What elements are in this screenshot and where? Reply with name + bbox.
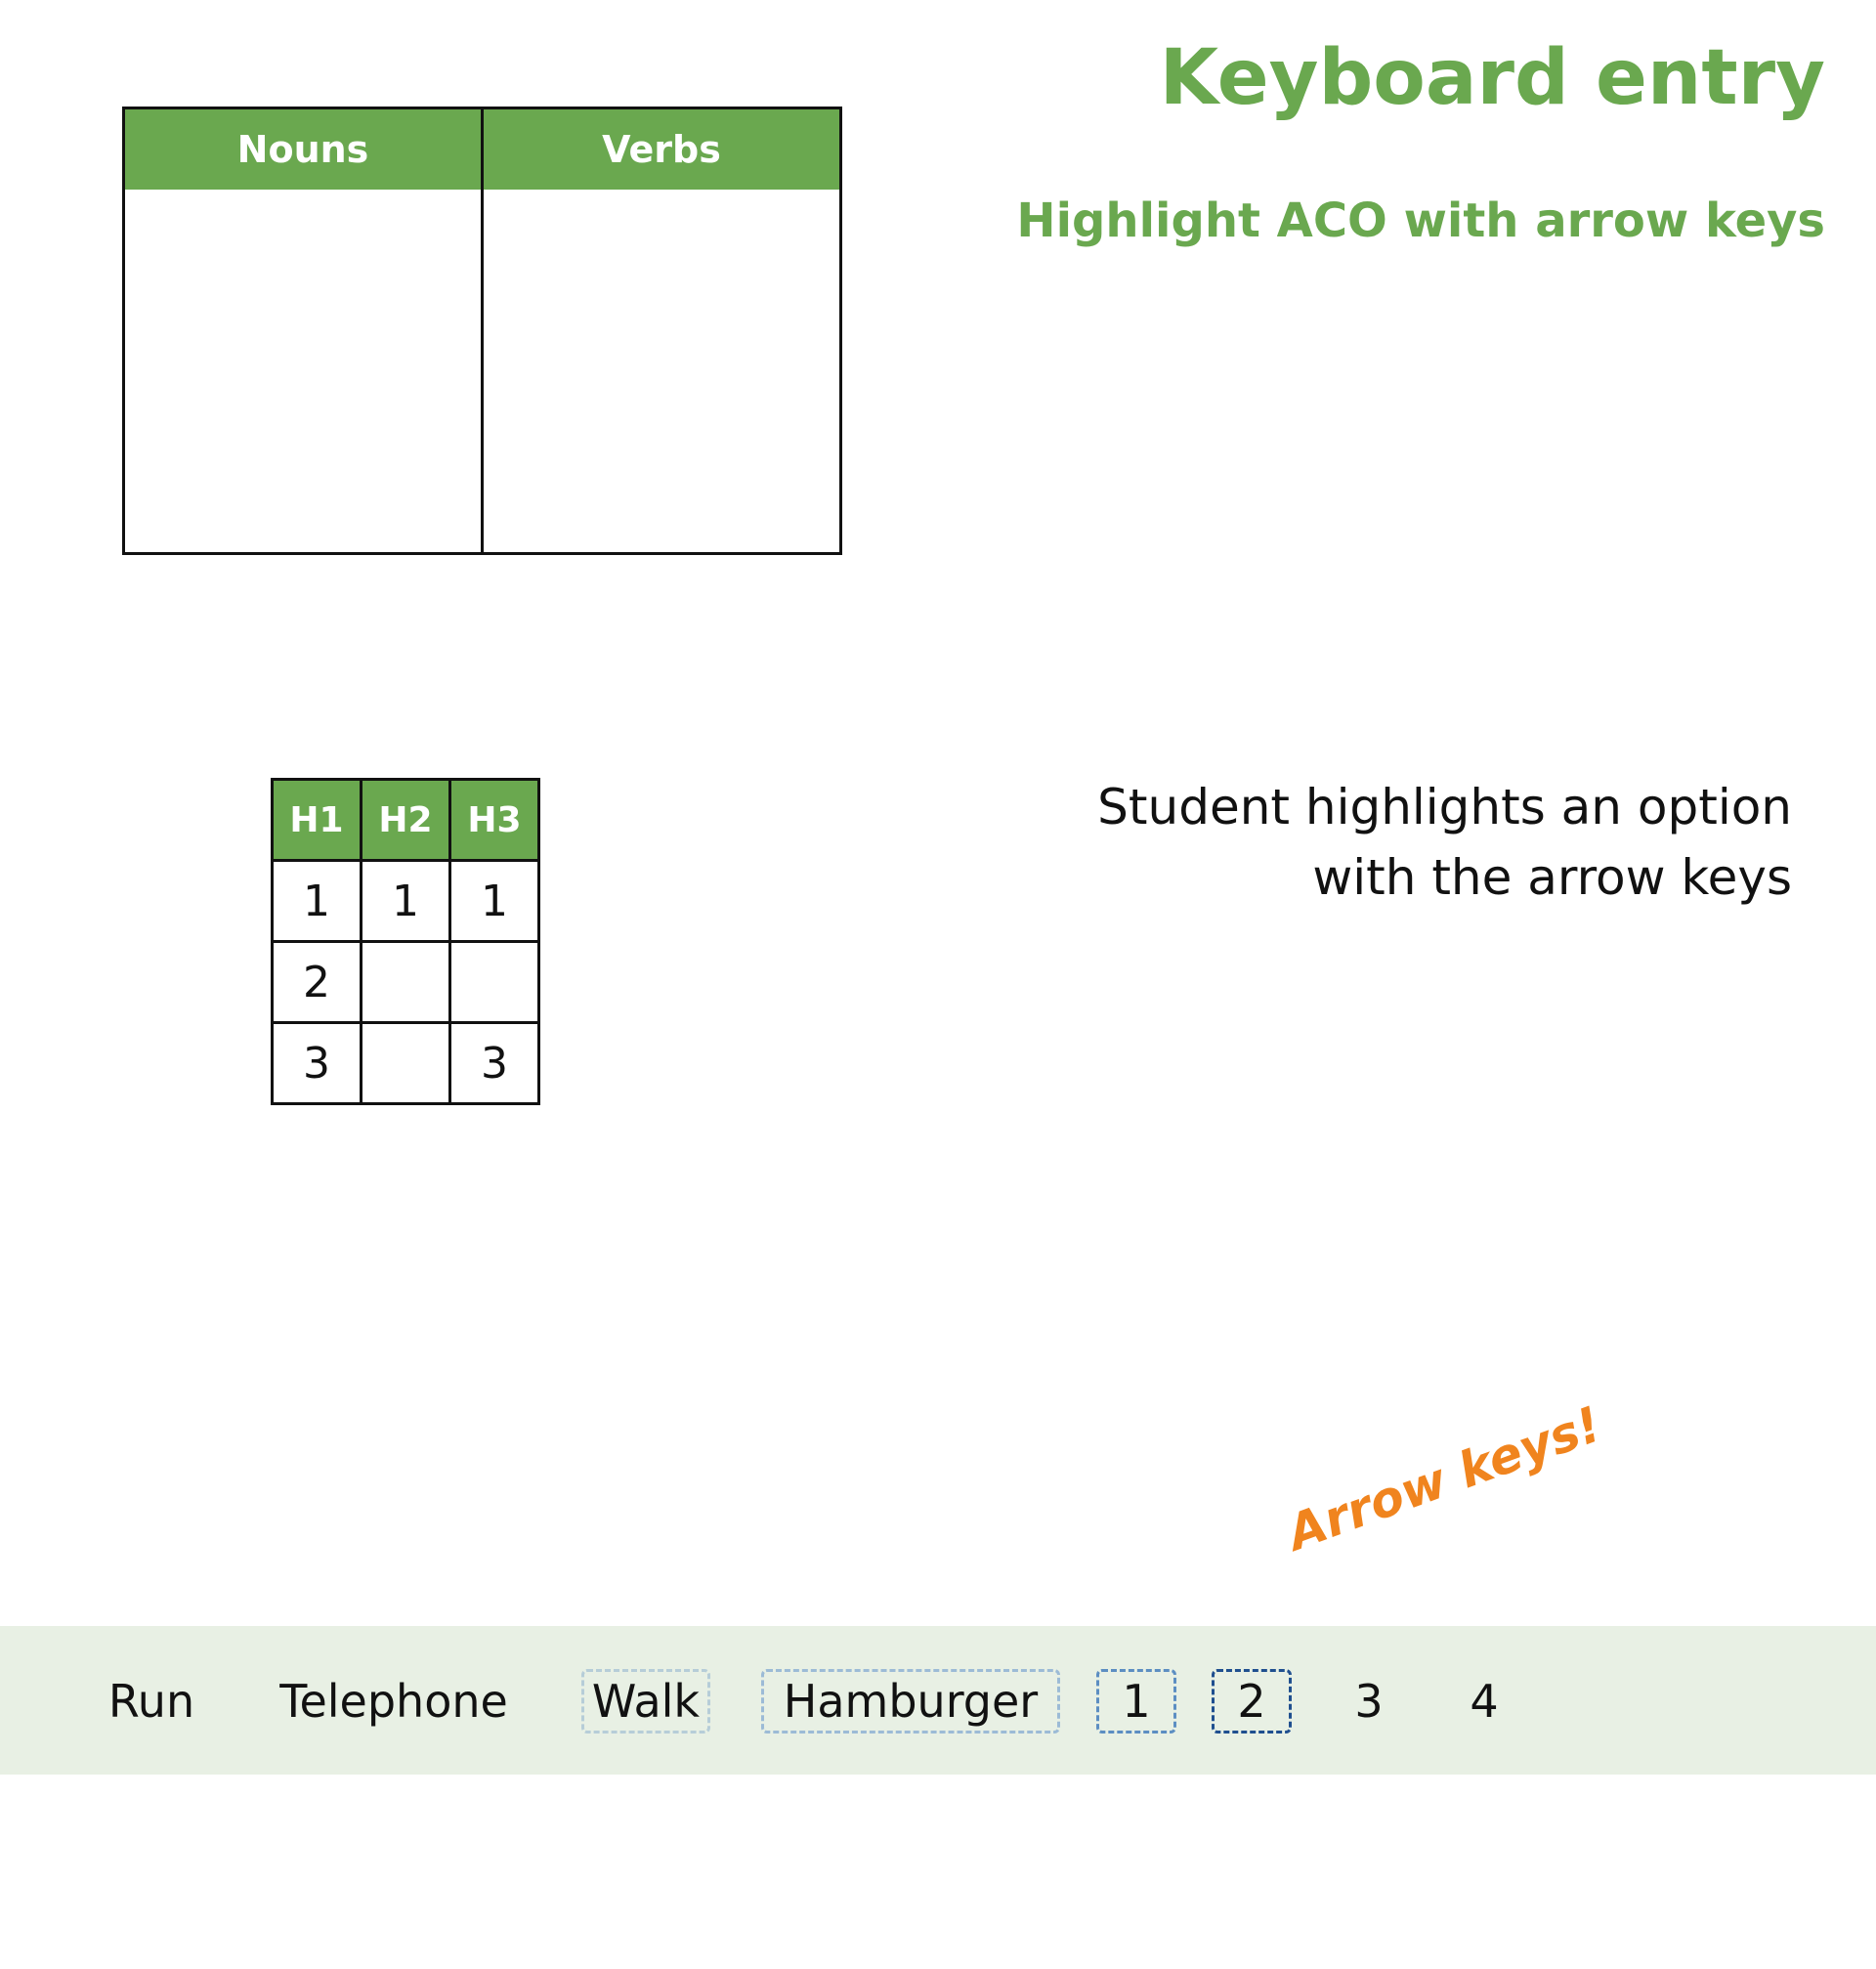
h-grid-cell[interactable]: 2 bbox=[273, 942, 362, 1023]
h-grid-cell[interactable]: 3 bbox=[450, 1023, 539, 1104]
option-1[interactable]: 1 bbox=[1096, 1669, 1176, 1734]
table-row bbox=[273, 861, 539, 942]
noun-verb-sort-table bbox=[122, 107, 842, 555]
option-2[interactable]: 2 bbox=[1212, 1669, 1292, 1734]
table-row bbox=[273, 1023, 539, 1104]
h-grid-cell[interactable]: 1 bbox=[273, 861, 362, 942]
option-hamburger[interactable]: Hamburger bbox=[761, 1669, 1060, 1734]
instruction-text bbox=[1097, 772, 1792, 913]
h-grid-cell[interactable] bbox=[450, 942, 539, 1023]
verbs-drop-zone[interactable] bbox=[484, 190, 839, 552]
h-grid-cell[interactable]: 3 bbox=[273, 1023, 362, 1104]
option-3[interactable]: 3 bbox=[1354, 1675, 1384, 1728]
h-grid-header-h1: H1 bbox=[273, 780, 362, 861]
h-grid-table bbox=[271, 778, 540, 1105]
h-grid-cell[interactable]: 1 bbox=[450, 861, 539, 942]
nouns-column-header: Nouns bbox=[125, 109, 481, 190]
page-title: Keyboard entry bbox=[1159, 34, 1825, 122]
h-grid-cell[interactable] bbox=[362, 942, 450, 1023]
h-grid-cell[interactable] bbox=[362, 1023, 450, 1104]
option-run[interactable]: Run bbox=[107, 1675, 195, 1728]
h-grid-header-h2: H2 bbox=[362, 780, 450, 861]
h-grid-header-h3: H3 bbox=[450, 780, 539, 861]
instruction-line-2: with the arrow keys bbox=[1312, 849, 1792, 906]
option-walk[interactable]: Walk bbox=[581, 1669, 710, 1734]
option-telephone[interactable]: Telephone bbox=[279, 1675, 508, 1728]
option-4[interactable]: 4 bbox=[1470, 1675, 1499, 1728]
verbs-column-header: Verbs bbox=[484, 109, 839, 190]
nouns-column bbox=[125, 109, 481, 552]
instruction-line-1: Student highlights an option bbox=[1097, 779, 1792, 835]
h-grid-cell[interactable]: 1 bbox=[362, 861, 450, 942]
answer-choice-bar bbox=[0, 1626, 1876, 1775]
h-grid-header-row bbox=[273, 780, 539, 861]
table-row bbox=[273, 942, 539, 1023]
arrow-keys-annotation: Arrow keys! bbox=[1280, 1395, 1609, 1562]
nouns-drop-zone[interactable] bbox=[125, 190, 481, 552]
page-subtitle: Highlight ACO with arrow keys bbox=[1016, 193, 1825, 248]
verbs-column bbox=[481, 109, 839, 552]
